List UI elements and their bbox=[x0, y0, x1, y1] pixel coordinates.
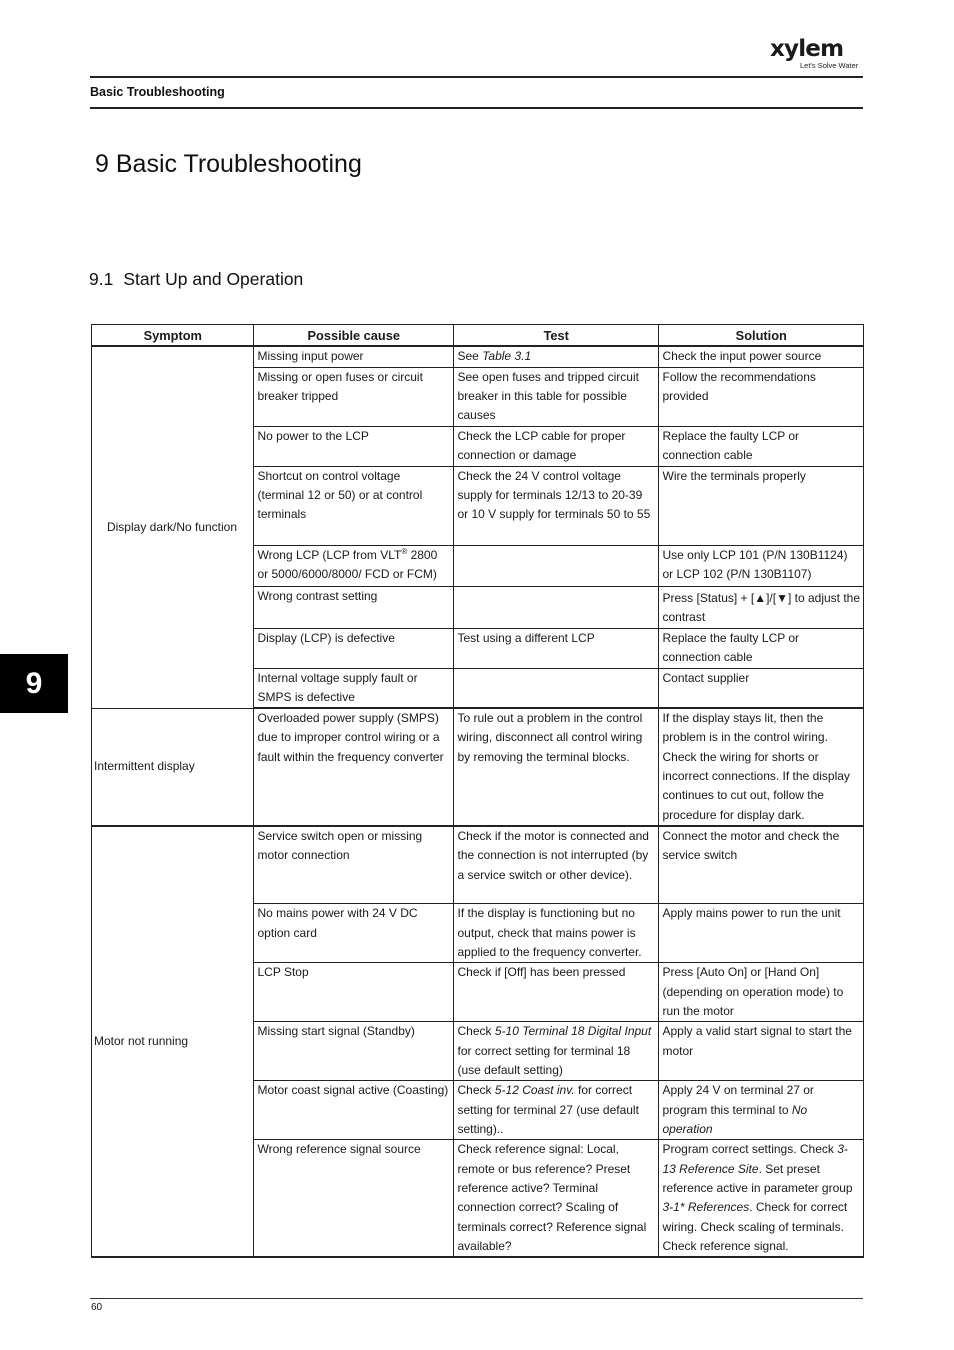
test-cell: See open fuses and tripped circuit breaker in this table for possible causes bbox=[454, 367, 659, 426]
parameter-reference: 3-13 Reference Site bbox=[662, 1142, 848, 1176]
test-cell: Check reference signal: Local, remote or bus reference? Preset reference active? Terminal connection correct? Scaling of terminals correct? Reference signal available? bbox=[454, 1140, 659, 1257]
header-rule-bottom bbox=[90, 107, 863, 109]
header-possible-cause: Possible cause bbox=[254, 325, 454, 347]
solution-text: Press [Status] + [▲]/[▼] to adjust the contrast bbox=[662, 590, 861, 624]
test-text: Check bbox=[457, 1024, 495, 1039]
registered-mark: ® bbox=[401, 546, 408, 556]
solution-cell bbox=[659, 586, 864, 628]
solution-cell: Replace the faulty LCP or connection cable bbox=[659, 628, 864, 668]
cause-text: Wrong LCP (LCP from VLT bbox=[257, 547, 402, 562]
cause-cell: No mains power with 24 V DC option card bbox=[254, 904, 454, 963]
symptom-cell: Motor not running bbox=[92, 826, 254, 1257]
header-solution: Solution bbox=[659, 325, 864, 347]
cause-cell: Missing or open fuses or circuit breaker tripped bbox=[254, 367, 454, 426]
solution-cell: Follow the recommendations provided bbox=[659, 367, 864, 426]
solution-cell bbox=[659, 1140, 864, 1257]
table-reference: Table 3.1 bbox=[482, 349, 532, 364]
test-cell: If the display is functioning but no output, check that mains power is applied to the frequency converter. bbox=[454, 904, 659, 963]
test-cell: To rule out a problem in the control wiring, disconnect all control wiring by removing the terminal blocks. bbox=[454, 708, 659, 826]
solution-cell: If the display stays lit, then the problem is in the control wiring. Check the wiring for shorts or incorrect connections. If the display continues to cut out, follow the procedure for display dark. bbox=[659, 708, 864, 826]
chapter-title-text: Basic Troubleshooting bbox=[115, 150, 362, 178]
test-text: for correct setting for terminal 18 (use default setting) bbox=[457, 1043, 631, 1078]
cause-cell: LCP Stop bbox=[254, 963, 454, 1022]
test-cell: Check if [Off] has been pressed bbox=[454, 963, 659, 1022]
cause-cell: Wrong reference signal source bbox=[254, 1140, 454, 1257]
test-text: See bbox=[457, 349, 483, 364]
test-cell: Check the 24 V control voltage supply for terminals 12/13 to 20-39 or 10 V supply for terminals 50 to 55 bbox=[454, 466, 659, 545]
cause-cell: Display (LCP) is defective bbox=[254, 628, 454, 668]
cause-cell: Motor coast signal active (Coasting) bbox=[254, 1081, 454, 1140]
solution-cell: Replace the faulty LCP or connection cable bbox=[659, 426, 864, 466]
test-cell bbox=[454, 545, 659, 586]
symptom-cell: Display dark/No function bbox=[92, 346, 254, 708]
option-reference: No operation bbox=[662, 1102, 808, 1137]
test-cell bbox=[454, 1081, 659, 1140]
solution-cell: Contact supplier bbox=[659, 668, 864, 708]
test-cell bbox=[454, 586, 659, 628]
cause-cell: Overloaded power supply (SMPS) due to improper control wiring or a fault within the frequency converter bbox=[254, 708, 454, 826]
cause-cell: Shortcut on control voltage (terminal 12 or 50) or at control terminals bbox=[254, 466, 454, 545]
parameter-reference: 5-10 Terminal 18 Digital Input bbox=[494, 1024, 652, 1039]
cause-text: 2800 or 5000/6000/8000/ FCD or FCM) bbox=[257, 547, 438, 581]
cause-cell: No power to the LCP bbox=[254, 426, 454, 466]
parameter-reference: 5-12 Coast inv. bbox=[494, 1083, 575, 1098]
test-text: Check bbox=[457, 1083, 495, 1098]
solution-cell: Connect the motor and check the service switch bbox=[659, 826, 864, 904]
logo-wordmark: xylem bbox=[770, 36, 844, 62]
test-cell: Check if the motor is connected and the connection is not interrupted (by a service switch or other device). bbox=[454, 826, 659, 904]
table-row bbox=[92, 346, 864, 367]
symptom-cell: Intermittent display bbox=[92, 708, 254, 826]
footer-rule bbox=[90, 1298, 863, 1299]
cause-cell: Missing input power bbox=[254, 346, 454, 367]
cause-cell: Service switch open or missing motor connection bbox=[254, 826, 454, 904]
solution-cell: Check the input power source bbox=[659, 346, 864, 367]
solution-text: Apply 24 V on terminal 27 or program this terminal to bbox=[662, 1083, 814, 1117]
solution-text: Program correct settings. Check bbox=[662, 1142, 838, 1157]
header-symptom: Symptom bbox=[92, 325, 254, 347]
table-row bbox=[92, 708, 864, 826]
solution-cell: Press [Auto On] or [Hand On] (depending on operation mode) to run the motor bbox=[659, 963, 864, 1022]
solution-text: . Set preset reference active in parameter group bbox=[662, 1161, 853, 1196]
test-cell bbox=[454, 668, 659, 708]
xylem-logo bbox=[770, 36, 865, 70]
section-title-text: Start Up and Operation bbox=[123, 269, 304, 289]
test-cell bbox=[454, 346, 659, 367]
header-test: Test bbox=[454, 325, 659, 347]
cause-cell: Internal voltage supply fault or SMPS is defective bbox=[254, 668, 454, 708]
solution-cell: Wire the terminals properly bbox=[659, 466, 864, 545]
cause-cell bbox=[254, 545, 454, 586]
test-text: for correct setting for terminal 27 (use default setting).. bbox=[457, 1083, 639, 1137]
troubleshooting-table bbox=[91, 324, 864, 1258]
cause-cell: Missing start signal (Standby) bbox=[254, 1022, 454, 1081]
page-number: 60 bbox=[91, 1302, 103, 1313]
chapter-side-tab: 9 bbox=[0, 654, 68, 713]
table-row bbox=[92, 826, 864, 904]
test-cell bbox=[454, 1022, 659, 1081]
section-number: 9.1 bbox=[89, 269, 114, 289]
solution-cell: Apply mains power to run the unit bbox=[659, 904, 864, 963]
logo-tagline: Let's Solve Water bbox=[800, 61, 859, 70]
solution-cell: Apply a valid start signal to start the motor bbox=[659, 1022, 864, 1081]
section-title bbox=[89, 269, 303, 290]
solution-cell bbox=[659, 1081, 864, 1140]
cause-cell: Wrong contrast setting bbox=[254, 586, 454, 628]
running-header-title: Basic Troubleshooting bbox=[90, 85, 225, 99]
chapter-number: 9 bbox=[95, 150, 109, 178]
solution-cell: Use only LCP 101 (P/N 130B1124) or LCP 102 (P/N 130B1107) bbox=[659, 545, 864, 586]
parameter-reference: 3-1* References bbox=[662, 1200, 750, 1215]
header-rule-top bbox=[90, 76, 863, 78]
table-header-row bbox=[92, 325, 864, 347]
solution-text: . Check for correct wiring. Check scaling of terminals. Check reference signal. bbox=[662, 1200, 848, 1253]
chapter-title bbox=[95, 150, 362, 179]
test-cell: Check the LCP cable for proper connection or damage bbox=[454, 426, 659, 466]
test-cell: Test using a different LCP bbox=[454, 628, 659, 668]
